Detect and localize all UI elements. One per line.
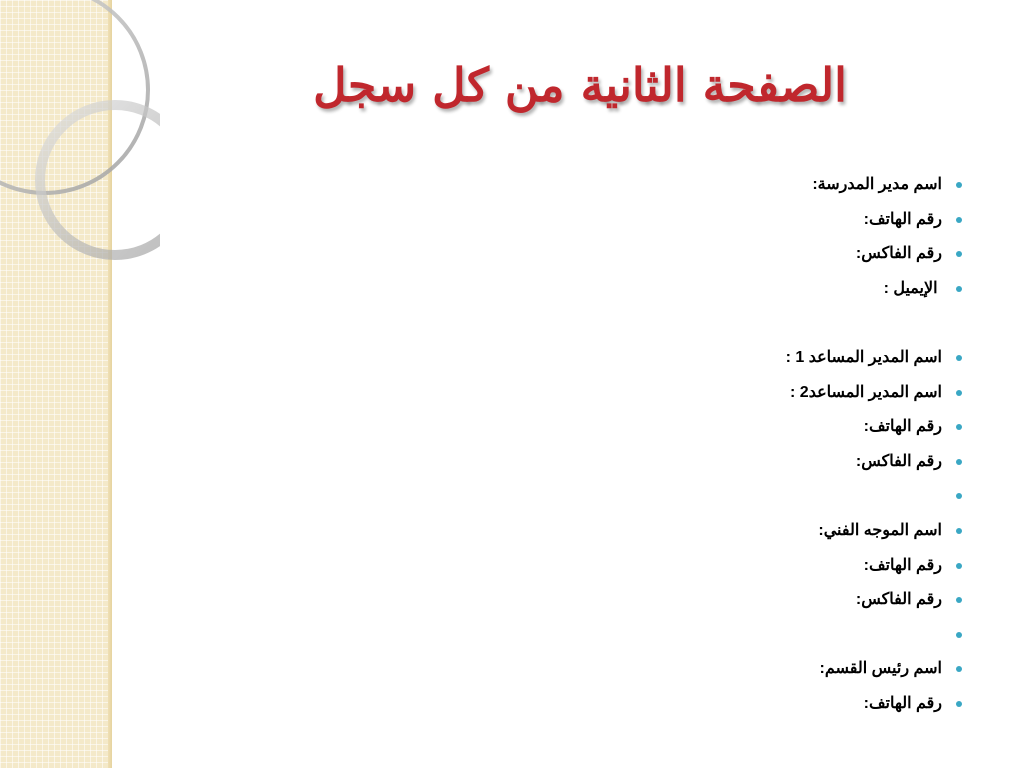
list-item: اسم رئيس القسم: (786, 656, 962, 691)
list-item: اسم المدير المساعد2 : (786, 380, 962, 415)
list-item: رقم الهاتف: (786, 414, 962, 449)
empty-list-item (786, 622, 962, 657)
list-item: رقم الفاكس: (786, 587, 962, 622)
empty-list-item (786, 310, 962, 345)
list-item: اسم مدير المدرسة: (786, 172, 962, 207)
list-item: اسم المدير المساعد 1 : (786, 345, 962, 380)
list-item: رقم الفاكس: (786, 449, 962, 484)
upper-ring (0, 0, 148, 193)
list-item: رقم الهاتف: (786, 691, 962, 726)
slide-title: الصفحة الثانية من كل سجل (313, 58, 847, 112)
bullet-list (786, 172, 962, 726)
list-item: الإيميل : (786, 276, 962, 311)
empty-list-item (786, 483, 962, 518)
list-item: اسم الموجه الفني: (786, 518, 962, 553)
list-item: رقم الهاتف: (786, 553, 962, 588)
decorative-rings (0, 0, 160, 260)
list-item: رقم الهاتف: (786, 207, 962, 242)
list-item: رقم الفاكس: (786, 241, 962, 276)
